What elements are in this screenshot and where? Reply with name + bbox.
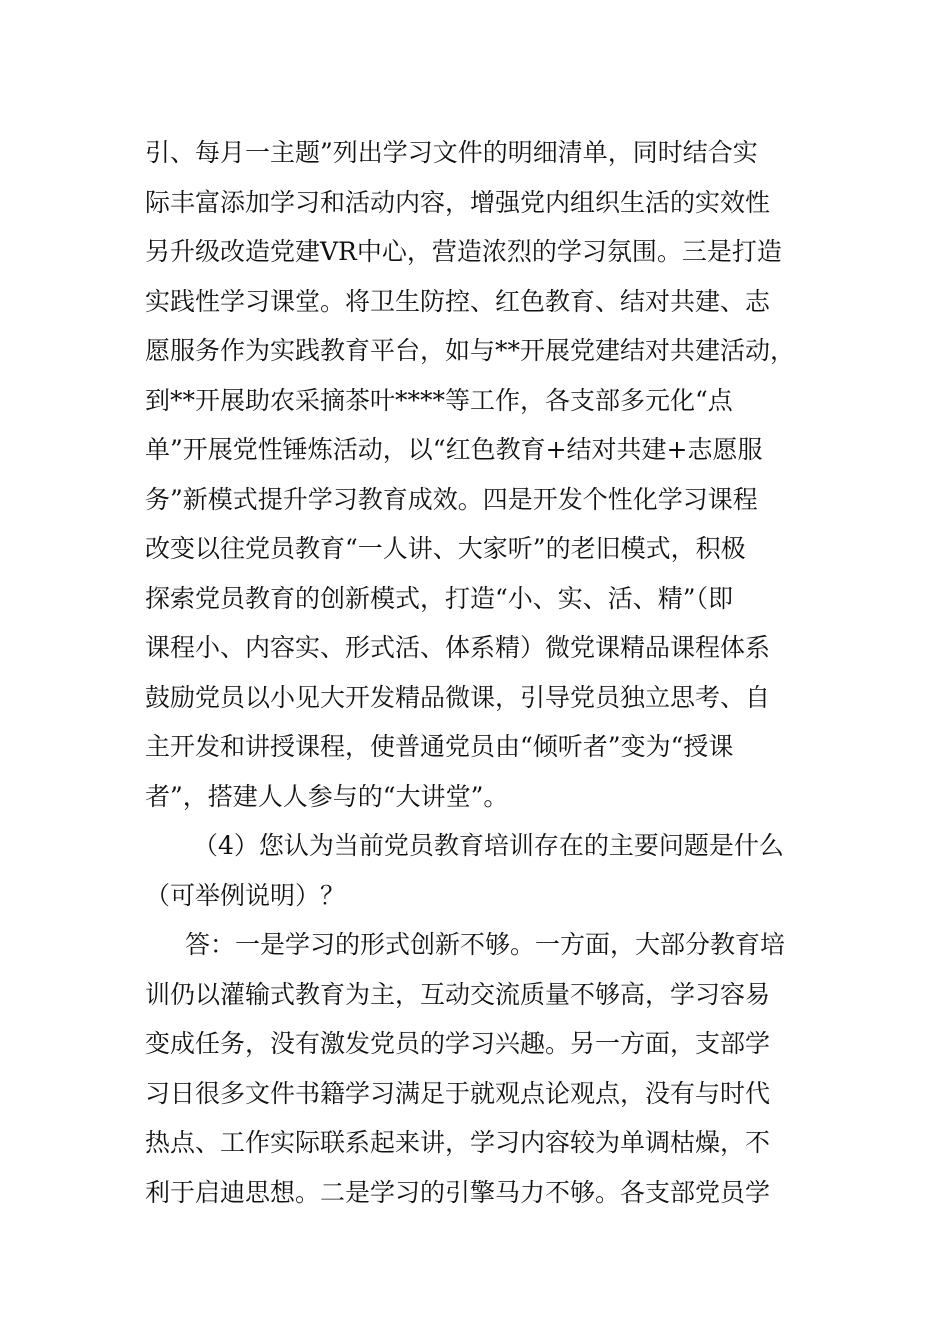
answer-paragraph-start: 答：一是学习的形式创新不够。一方面，大部分教育培 <box>185 930 786 959</box>
text-line: 鼓励党员以小见大开发精品微课，引导党员独立思考、自 <box>145 682 771 712</box>
text-line: 热点、工作实际联系起来讲，学习内容较为单调枯燥，不 <box>145 1128 771 1157</box>
text-line: 到**开展助农采摘茶叶****等工作，各支部多元化“点 <box>145 385 733 415</box>
text-line: 变成任务，没有激发党员的学习兴趣。另一方面，支部学 <box>145 1029 771 1058</box>
text-line: 探索党员教育的创新模式，打造“小、实、活、精”（即 <box>145 583 734 613</box>
text-line: 另升级改造党建VR中心，营造浓烈的学习氛围。三是打造 <box>145 237 782 266</box>
text-line: 主开发和讲授课程，使普通党员由“倾听者”变为“授课 <box>145 732 734 761</box>
text-line: 改变以往党员教育“一人讲、大家听”的老旧模式，积极 <box>145 534 746 563</box>
text-line: 务”新模式提升学习教育成效。四是开发个性化学习课程 <box>145 484 758 514</box>
text-line: 习日很多文件书籍学习满足于就观点论观点，没有与时代 <box>145 1078 771 1108</box>
text-line: 课程小、内容实、形式活、体系精）微党课精品课程体系 <box>145 633 771 662</box>
text-line: 训仍以灌输式教育为主，互动交流质量不够高，学习容易 <box>145 979 771 1009</box>
text-line: 引、每月一主题”列出学习文件的明细清单，同时结合实 <box>145 138 758 167</box>
text-line: 实践性学习课堂。将卫生防控、红色教育、结对共建、志 <box>145 286 771 316</box>
text-line: 利于启迪思想。二是学习的引擎马力不够。各支部党员学 <box>145 1177 771 1207</box>
text-line: 单”开展党性锤炼活动，以“红色教育+结对共建+志愿服 <box>145 435 763 464</box>
document-body <box>145 128 825 1217</box>
question-heading: （4）您认为当前党员教育培训存在的主要问题是什么 <box>193 831 784 860</box>
text-line: 愿服务作为实践教育平台，如与**开展党建结对共建活动， <box>145 336 796 365</box>
text-line: 际丰富添加学习和活动内容，增强党内组织生活的实效性 <box>145 187 771 217</box>
question-heading-continued: （可举例说明）？ <box>145 880 346 910</box>
text-line: 者”，搭建人人参与的“大讲堂”。 <box>145 781 509 811</box>
